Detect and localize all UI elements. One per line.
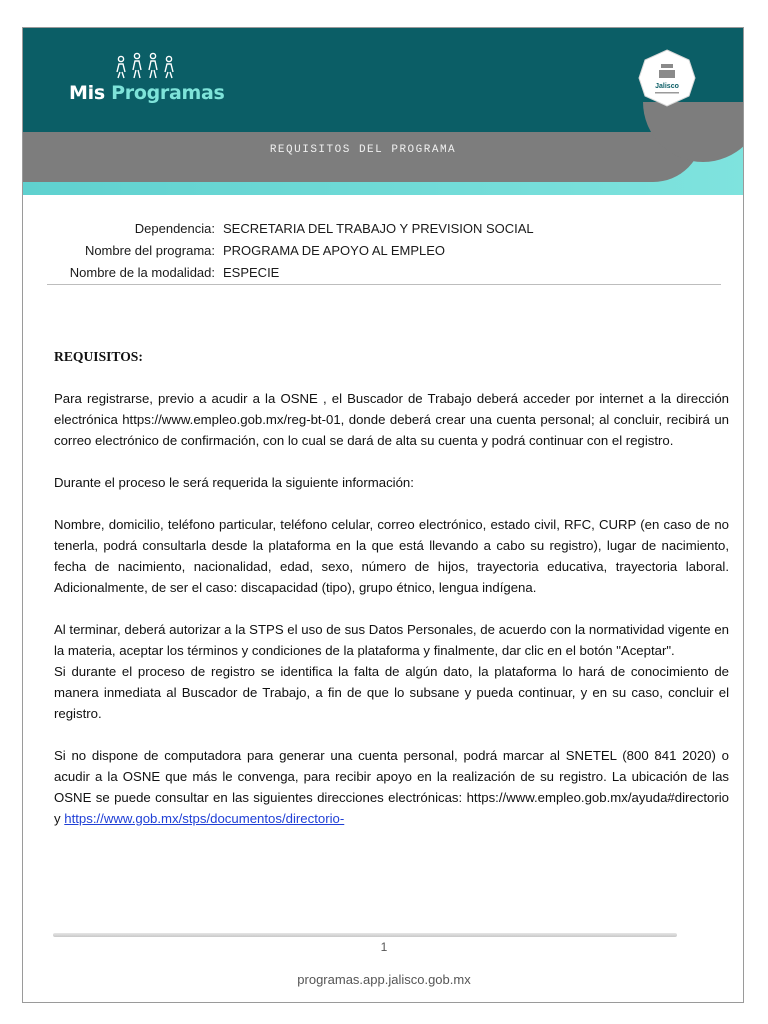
meta-label: Nombre de la modalidad: [69,265,215,280]
meta-row-dependencia [23,218,744,240]
jalisco-seal-icon [637,48,697,108]
mis-programas-logo [69,50,239,110]
brand-name [69,82,225,104]
requirements-section [54,346,729,850]
paragraph-no-computer [54,745,729,829]
brand-name-accent: Programas [111,82,225,104]
brand-name-plain: Mis [69,82,112,104]
footer-url: programas.app.jalisco.gob.mx [297,972,471,987]
meta-value: SECRETARIA DEL TRABAJO Y PREVISION SOCIAL [223,221,534,236]
metadata-divider [47,284,721,285]
meta-value: ESPECIE [223,265,280,280]
page-subtitle: REQUISITOS DEL PROGRAMA [269,144,457,156]
meta-row-modalidad [23,262,744,284]
paragraph-process-intro: Durante el proceso le será requerida la siguiente información: [54,475,414,490]
page-number: 1 [380,940,388,954]
section-heading: REQUISITOS: [54,349,143,364]
paragraph-missing-data: Si durante el proceso de registro se identifica la falta de algún dato, la plataforma lo hará de conocimiento de manera inmediata al Buscador de Trabajo, a fin de que lo subsane y pueda continuar, y en su caso, concluir el registro. [54,664,729,721]
footer-divider [53,933,677,937]
people-group-icon [111,50,191,80]
paragraph-authorization: Al terminar, deberá autorizar a la STPS el uso de sus Datos Personales, de acuerdo con la normatividad vigente en la materia, aceptar los términos y condiciones de la plataforma y finalmente, dar clic en el botón "Aceptar". [54,622,729,658]
meta-label: Dependencia: [134,221,215,236]
program-metadata [23,218,744,284]
meta-label: Nombre del programa: [84,243,215,258]
paragraph-required-info: Nombre, domicilio, teléfono particular, teléfono celular, correo electrónico, estado civil, RFC, CURP (en caso de no tenerla, podrá consultarla desde la plataforma en la que está llevando a cabo su registro), lugar de nacimiento, fecha de nacimiento, nacionalidad, edad, sexo, número de hijos, trayectoria educativa, trayectoria laboral. Adicionalmente, de ser el caso: discapacidad (tipo), grupo étnico, lengua indígena. [54,517,729,595]
directorio-link[interactable]: https://www.gob.mx/stps/documentos/directorio- [64,811,345,826]
paragraph-registration: Para registrarse, previo a acudir a la OSNE , el Buscador de Trabajo deberá acceder por internet a la dirección electrónica https://www.empleo.gob.mx/reg-bt-01, donde deberá crear una cuenta personal; al concluir, recibirá un correo electrónico de confirmación, con lo cual se dará de alta su cuenta y podrá continuar con el registro. [54,391,729,448]
svg-text:Jalisco: Jalisco [655,83,679,90]
meta-value: PROGRAMA DE APOYO AL EMPLEO [223,243,446,258]
document-page [22,27,744,1003]
paragraph-no-computer-text: Si no dispone de computadora para generar una cuenta personal, podrá marcar al SNETEL (800 841 2020) o acudir a la OSNE que más le convenga, para recibir apoyo en la realización de su registro. La ubicación de las OSNE se puede consultar en las siguientes direcciones electrónicas: https://www.empleo.gob.mx/ayuda#directorio y [54,748,729,826]
meta-row-programa [23,240,744,262]
